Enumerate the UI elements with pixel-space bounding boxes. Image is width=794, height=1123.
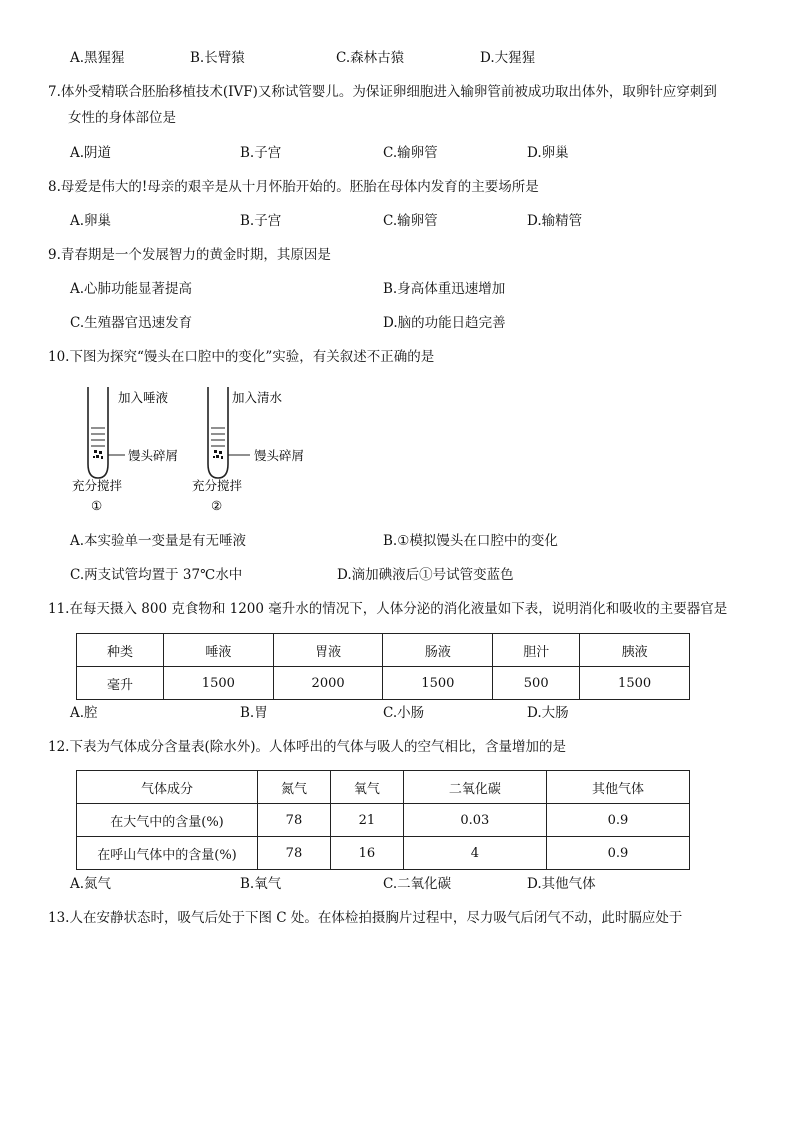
bread-crumbs-1 (93, 450, 103, 459)
table-cell: 1500 (580, 667, 690, 700)
tube1-number: ① (91, 498, 103, 513)
table-header-row (77, 771, 690, 804)
table-cell: 2000 (273, 667, 383, 700)
table-cell: 0.9 (546, 804, 689, 837)
table-cell: 气体成分 (77, 771, 258, 804)
q9-option-b: B.身高体重迅速增加 (383, 281, 506, 297)
q10-option-d: D.滴加碘液后①号试管变蓝色 (337, 567, 514, 583)
table-cell: 胰液 (580, 634, 690, 667)
table-cell: 78 (258, 804, 331, 837)
q11-stem: 11.在每天摄入 800 克食物和 1200 毫升水的情况下，人体分泌的消化液量如下表，说明消化和吸收的主要器官是 (48, 601, 728, 617)
q6-option-c: C.森林古猿 (336, 50, 405, 66)
tube2-top-label: 加入清水 (232, 390, 283, 405)
table-cell: 16 (330, 837, 403, 870)
q7-stem-line2: 女性的身体部位是 (68, 110, 176, 126)
tube1-side-label: 馒头碎屑 (128, 448, 179, 463)
q12-option-d: D.其他气体 (527, 876, 596, 892)
q12-option-b: B.氧气 (240, 876, 282, 892)
q10-option-b: B.①模拟馒头在口腔中的变化 (383, 533, 558, 549)
table-row (77, 667, 690, 700)
table-cell: 500 (493, 667, 580, 700)
table-cell: 其他气体 (546, 771, 689, 804)
q10-stem: 10.下图为探究“馒头在口腔中的变化”实验，有关叙述不正确的是 (48, 349, 435, 365)
q12-option-a: A.氮气 (70, 876, 112, 892)
table-cell: 氮气 (258, 771, 331, 804)
q11-option-a: A.腔 (70, 705, 98, 721)
test-tube-figure (70, 382, 320, 517)
q6-option-a: A.黑猩猩 (70, 50, 125, 66)
tube2-bottom-label: 充分搅拌 (192, 478, 243, 493)
q7-option-a: A.阴道 (70, 145, 112, 161)
q6-option-d: D.大猩猩 (480, 50, 536, 66)
table-cell: 在大气中的含量(%) (77, 804, 258, 837)
q10-option-c: C.两支试管均置于 37℃水中 (70, 567, 243, 583)
table-cell: 二氧化碳 (403, 771, 546, 804)
q7-option-d: D.卵巢 (527, 145, 569, 161)
table-cell: 氧气 (330, 771, 403, 804)
table-cell: 毫升 (77, 667, 164, 700)
table-cell: 1500 (163, 667, 273, 700)
table-cell: 21 (330, 804, 403, 837)
q9-option-a: A.心肺功能显著提高 (70, 281, 193, 297)
q7-option-c: C.输卵管 (383, 145, 438, 161)
gas-composition-table (76, 770, 690, 870)
bread-crumbs-2 (213, 450, 223, 459)
q7-option-b: B.子宫 (240, 145, 282, 161)
table-cell: 唾液 (163, 634, 273, 667)
q8-option-d: D.输精管 (527, 213, 583, 229)
table-cell: 在呼山气体中的含量(%) (77, 837, 258, 870)
q9-option-c: C.生殖器官迅速发育 (70, 315, 193, 331)
table-cell: 肠液 (383, 634, 493, 667)
q6-option-b: B.长臂猿 (190, 50, 245, 66)
q10-option-a: A.本实验单一变量是有无唾液 (70, 533, 247, 549)
q12-stem: 12.下表为气体成分含量表(除水外)。人体呼出的气体与吸人的空气相比，含量增加的是 (48, 739, 567, 755)
q8-stem: 8.母爱是伟大的!母亲的艰辛是从十月怀胎开始的。胚胎在母体内发育的主要场所是 (48, 179, 539, 195)
tube1-bottom-label: 充分搅拌 (72, 478, 123, 493)
q11-option-b: B.胃 (240, 705, 268, 721)
q8-option-b: B.子宫 (240, 213, 282, 229)
table-cell: 1500 (383, 667, 493, 700)
digestive-juice-table (76, 633, 690, 700)
tube2-number: ② (211, 498, 223, 513)
table-cell: 0.03 (403, 804, 546, 837)
tube2-side-label: 馒头碎屑 (254, 448, 305, 463)
tube1-top-label: 加入唾液 (118, 390, 169, 405)
q7-stem-line1: 7.体外受精联合胚胎移植技术(IVF)又称试管婴儿。为保证卵细胞进入输卵管前被成功取出体外，取卵针应穿刺到 (48, 84, 717, 100)
q11-option-d: D.大肠 (527, 705, 569, 721)
q11-option-c: C.小肠 (383, 705, 425, 721)
table-cell: 胃液 (273, 634, 383, 667)
q12-option-c: C.二氧化碳 (383, 876, 452, 892)
table-cell: 78 (258, 837, 331, 870)
table-cell: 0.9 (546, 837, 689, 870)
q8-option-a: A.卵巢 (70, 213, 112, 229)
table-cell: 4 (403, 837, 546, 870)
table-row (77, 804, 690, 837)
q8-option-c: C.输卵管 (383, 213, 438, 229)
table-cell: 胆汁 (493, 634, 580, 667)
q13-stem: 13.人在安静状态时，吸气后处于下图 C 处。在体检拍摄胸片过程中，尽力吸气后闭气不动，此时膈应处于 (48, 910, 683, 926)
table-cell: 种类 (77, 634, 164, 667)
table-header-row (77, 634, 690, 667)
q9-stem: 9.青春期是一个发展智力的黄金时期，其原因是 (48, 247, 331, 263)
table-row (77, 837, 690, 870)
q9-option-d: D.脑的功能日趋完善 (383, 315, 506, 331)
